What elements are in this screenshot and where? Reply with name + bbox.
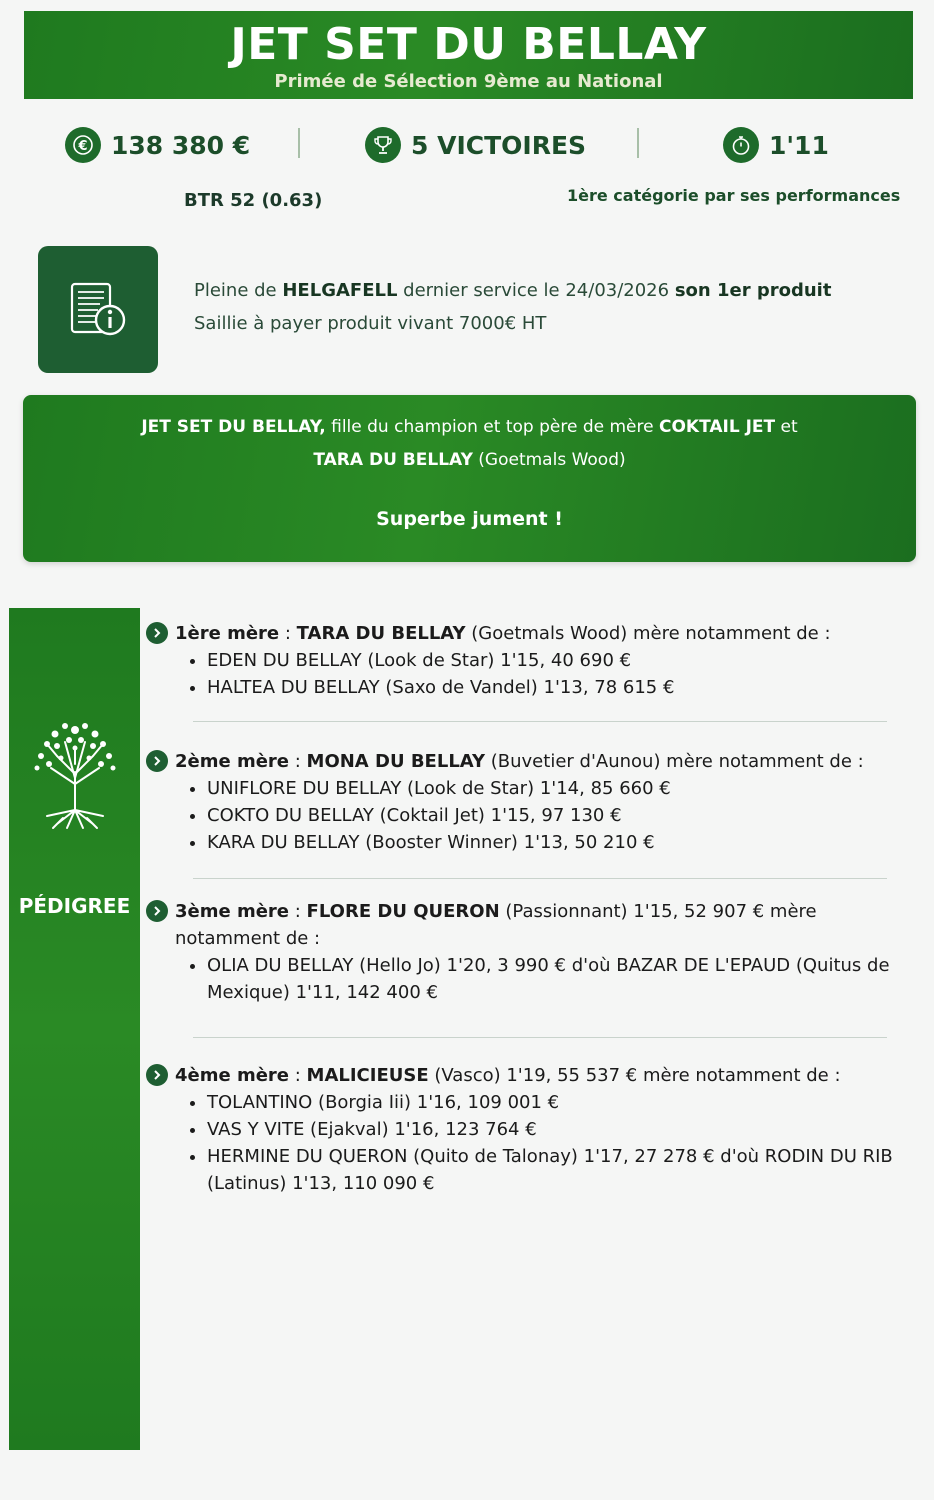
entry-details: (Goetmals Wood) mère notamment de : [465,623,831,644]
info-first-foal: son 1er produit [674,280,832,301]
offspring-list [207,647,906,701]
description-line-2 [23,444,916,477]
offspring-list [207,952,906,1006]
pedigree-entry-2 [146,748,906,856]
divider [193,878,887,879]
pedigree-entry-3 [146,898,906,1006]
chevron-right-icon [146,750,168,772]
sire-name: COKTAIL JET [658,417,776,437]
entry-mare-name: TARA DU BELLAY [296,623,466,644]
mare-name: JET SET DU BELLAY, [141,417,326,437]
info-stallion: HELGAFELL [282,280,398,301]
dam-name: TARA DU BELLAY [313,450,473,470]
pedigree-sidebar [9,608,140,1450]
offspring-list [207,775,906,856]
entry-sep: : [289,1065,307,1086]
entry-details: (Buvetier d'Aunou) mère notamment de : [485,751,864,772]
description-text: et [775,417,798,437]
info-line-1 [194,274,831,307]
pedigree-entry-4 [146,1062,906,1197]
info-document-icon [38,246,158,373]
info-line-2: Saillie à payer produit vivant 7000€ HT [194,313,547,334]
header-banner [24,11,913,99]
entry-details: (Passionnant) 1'15, 52 907 € mère notamment de : [175,901,817,949]
entry-details: (Vasco) 1'19, 55 537 € mère notamment de : [428,1065,841,1086]
tree-icon [27,712,123,832]
list-item: • TOLANTINO (Borgia Iii) 1'16, 109 001 € [207,1089,906,1116]
chevron-right-icon [146,900,168,922]
list-item: • HERMINE DU QUERON (Quito de Talonay) 1'17, 27 278 € d'où RODIN DU RIB (Latinus) 1'13, 110 090 € [207,1143,906,1197]
info-text-part: dernier service le 24/03/2026 [397,280,675,301]
entry-heading [175,1062,841,1089]
chevron-right-icon [146,1064,168,1086]
divider [193,721,887,722]
list-item: • COKTO DU BELLAY (Coktail Jet) 1'15, 97 130 € [207,802,906,829]
earnings-value: 138 380 € [111,130,251,160]
page-title: JET SET DU BELLAY [230,19,707,70]
pedigree-label: PÉDIGREE [18,894,131,918]
list-item: • HALTEA DU BELLAY (Saxo de Vandel) 1'13, 78 615 € [207,674,906,701]
page-subtitle: Primée de Sélection 9ème au National [274,71,663,92]
entry-sep: : [279,623,297,644]
trophy-icon [365,127,401,163]
stat-earnings [65,124,250,166]
stat-divider [637,128,639,158]
dam-sire: (Goetmals Wood) [472,450,626,470]
entry-rank: 3ème mère [175,901,290,922]
euro-icon [65,127,101,163]
category-note: 1ère catégorie par ses performances [567,186,901,205]
entry-sep: : [289,901,307,922]
entry-rank: 2ème mère [175,751,290,772]
offspring-list [207,1089,906,1197]
svg-text:€: € [78,139,88,154]
info-text [194,274,831,340]
description-banner [23,395,916,562]
record-value: 1'11 [769,130,829,160]
chevron-right-icon [146,622,168,644]
divider [193,1037,887,1038]
info-text-part: Pleine de [194,280,283,301]
entry-heading [175,898,906,952]
stopwatch-icon [723,127,759,163]
description-text: fille du champion et top père de mère [325,417,659,437]
stat-victories [365,124,586,166]
pedigree-entry-1 [146,620,906,701]
list-item: • VAS Y VITE (Ejakval) 1'16, 123 764 € [207,1116,906,1143]
stat-divider [298,128,300,158]
entry-mare-name: FLORE DU QUERON [306,901,500,922]
entry-rank: 1ère mère [175,623,280,644]
btr-rating: BTR 52 (0.63) [184,190,323,211]
description-line-1 [23,395,916,444]
victories-value: 5 VICTOIRES [411,130,587,160]
entry-heading [175,748,864,775]
entry-rank: 4ème mère [175,1065,290,1086]
list-item: • KARA DU BELLAY (Booster Winner) 1'13, 50 210 € [207,829,906,856]
list-item: • OLIA DU BELLAY (Hello Jo) 1'20, 3 990 € d'où BAZAR DE L'EPAUD (Quitus de Mexique) 1'11, 142 400 € [207,952,906,1006]
entry-sep: : [289,751,307,772]
entry-mare-name: MALICIEUSE [306,1065,429,1086]
entry-mare-name: MONA DU BELLAY [306,751,486,772]
list-item: • UNIFLORE DU BELLAY (Look de Star) 1'14, 85 660 € [207,775,906,802]
entry-heading [175,620,831,647]
list-item: • EDEN DU BELLAY (Look de Star) 1'15, 40 690 € [207,647,906,674]
description-cheer: Superbe jument ! [376,508,563,530]
stat-record [723,124,829,166]
